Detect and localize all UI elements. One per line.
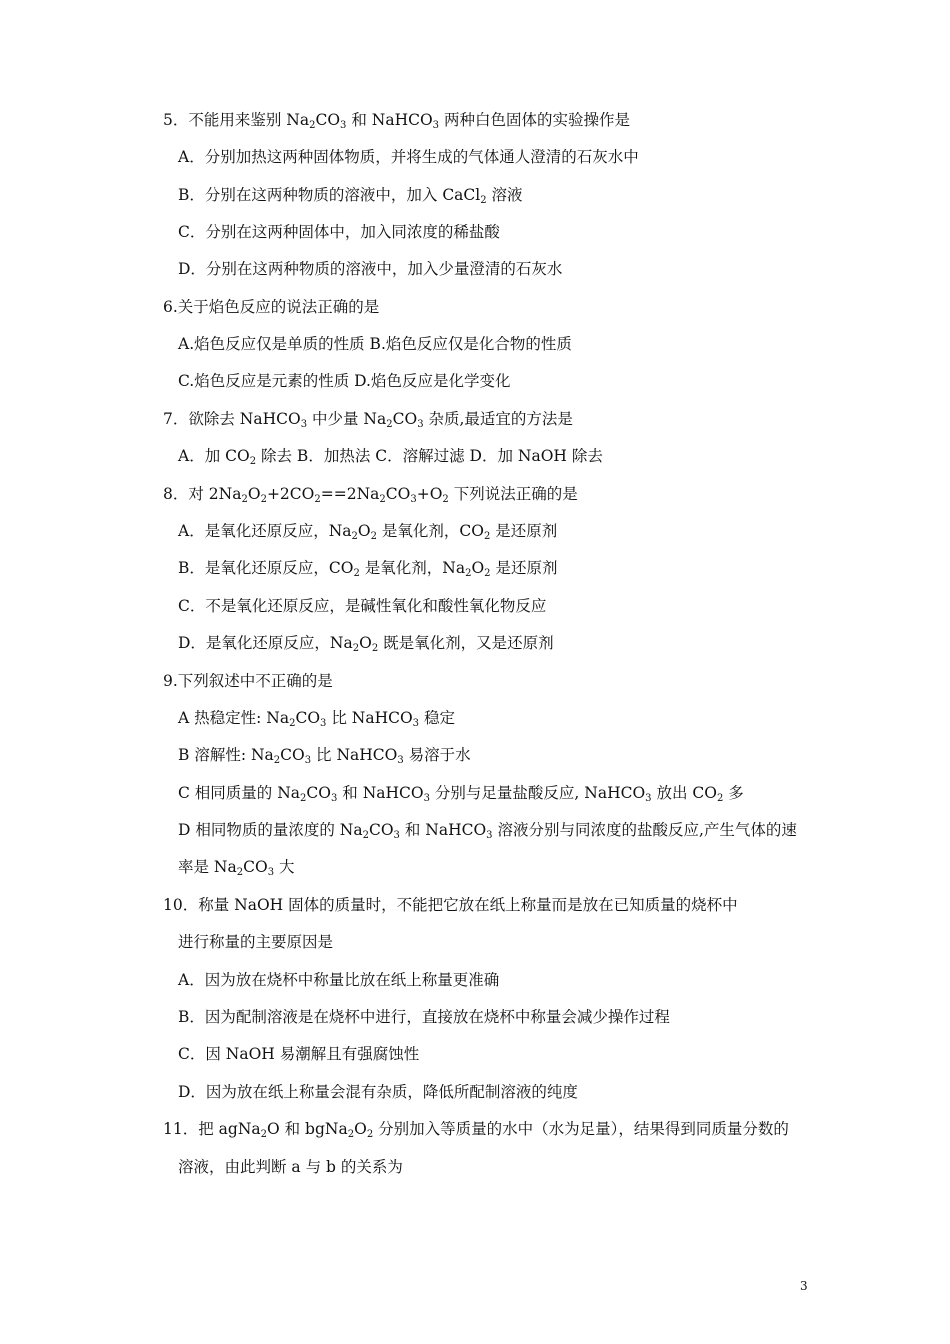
text-run: 除去 B．加热法 C．溶解过滤 D．加 NaOH 除去	[256, 447, 603, 465]
text-run: O 和 bgNa	[267, 1120, 348, 1138]
subscript: 2	[379, 494, 386, 505]
text-line	[163, 297, 379, 317]
text-line	[178, 558, 557, 578]
subscript: 2	[370, 531, 377, 542]
text-line	[178, 932, 333, 952]
subscript: 2	[347, 1129, 355, 1140]
text-run: 7．欲除去 NaHCO	[163, 410, 301, 428]
text-run: C.焰色反应是元素的性质 D.焰色反应是化学变化	[178, 372, 511, 390]
subscript: 2	[249, 456, 257, 467]
text-run: 两种白色固体的实验操作是	[439, 111, 630, 129]
subscript: 3	[432, 120, 440, 131]
text-run: C 相同质量的 Na	[178, 784, 301, 802]
text-run: 易溶于水	[403, 746, 471, 764]
text-line	[178, 857, 295, 877]
text-run: 既是氧化剂，又是还原剂	[378, 634, 554, 652]
subscript: 3	[417, 419, 424, 430]
subscript: 2	[366, 1129, 374, 1140]
text-run: A.焰色反应仅是单质的性质 B.焰色反应仅是化合物的性质	[178, 335, 572, 353]
text-line	[178, 259, 562, 279]
text-line	[178, 970, 499, 990]
text-line	[178, 1044, 419, 1064]
text-run: 进行称量的主要原因是	[178, 933, 334, 951]
subscript: 2	[241, 494, 248, 505]
subscript: 2	[483, 531, 491, 542]
text-run: A．是氧化还原反应，Na	[178, 522, 352, 540]
text-line	[163, 409, 573, 429]
subscript: 3	[486, 830, 493, 841]
text-line	[163, 895, 738, 915]
text-run: 是氧化剂，Na	[359, 559, 466, 577]
text-line	[178, 1082, 578, 1102]
text-run: D 相同物质的量浓度的 Na	[178, 821, 363, 839]
text-line	[178, 371, 510, 391]
subscript: 3	[320, 718, 327, 729]
text-line	[178, 633, 554, 653]
subscript: 3	[423, 793, 430, 804]
subscript: 2	[260, 1129, 267, 1140]
page-number: 3	[800, 1279, 808, 1293]
subscript: 3	[340, 120, 347, 131]
text-run: CO	[315, 111, 341, 129]
text-line	[178, 820, 797, 840]
text-run: CO	[392, 410, 418, 428]
text-line	[178, 446, 603, 466]
subscript: 3	[397, 755, 404, 766]
text-run: D．是氧化还原反应，Na	[178, 634, 353, 652]
text-line	[178, 745, 471, 765]
text-run: CO	[368, 821, 394, 839]
text-run: 比 NaHCO	[311, 746, 398, 764]
text-run: 溶液分别与同浓度的盐酸反应,产生气体的速	[492, 821, 797, 839]
text-run: 分别加入等质量的水中（水为足量），结果得到同质量分数的	[373, 1120, 789, 1138]
text-run: 杂质,最适宜的方法是	[423, 410, 573, 428]
text-run: CO	[243, 858, 268, 876]
subscript: 2	[351, 531, 358, 542]
text-run: 8．对 2Na	[163, 485, 242, 503]
subscript: 2	[484, 568, 491, 579]
subscript: 2	[362, 830, 369, 841]
text-run: 大	[274, 858, 295, 876]
subscript: 2	[236, 867, 244, 878]
text-line	[178, 783, 744, 803]
text-run: A．因为放在烧杯中称量比放在纸上称量更准确	[178, 971, 500, 989]
text-run: O	[359, 634, 372, 652]
subscript: 2	[314, 494, 321, 505]
subscript: 2	[716, 793, 724, 804]
text-run: 多	[723, 784, 744, 802]
text-line	[178, 596, 546, 616]
subscript: 2	[309, 120, 316, 131]
text-run: 9.下列叙述中不正确的是	[163, 672, 333, 690]
text-line	[178, 147, 639, 167]
text-run: O	[357, 522, 371, 540]
text-line	[178, 185, 523, 205]
text-run: CO	[280, 746, 305, 764]
text-run: 10．称量 NaOH 固体的质量时，不能把它放在纸上称量而是放在已知质量的烧杯中	[163, 896, 738, 914]
subscript: 2	[442, 494, 449, 505]
text-run: 5．不能用来鉴别 Na	[163, 111, 310, 129]
text-run: CO	[385, 485, 411, 503]
text-run: A 热稳定性: Na	[178, 709, 290, 727]
subscript: 2	[386, 419, 393, 430]
text-run: B 溶解性: Na	[178, 746, 274, 764]
text-run: 11．把 agNa	[163, 1120, 261, 1138]
text-run: 是还原剂	[490, 522, 558, 540]
text-run: 溶液	[486, 186, 523, 204]
text-line	[163, 484, 578, 504]
subscript: 2	[260, 494, 267, 505]
text-line	[178, 222, 500, 242]
text-run: 稳定	[419, 709, 455, 727]
text-line	[163, 110, 630, 130]
subscript: 3	[330, 793, 338, 804]
subscript: 2	[300, 793, 307, 804]
text-run: 比 NaHCO	[326, 709, 413, 727]
text-line	[163, 671, 333, 691]
subscript: 3	[645, 793, 652, 804]
text-run: 下列说法正确的是	[448, 485, 578, 503]
text-run: 是还原剂	[490, 559, 558, 577]
text-run: B．是氧化还原反应，CO	[178, 559, 354, 577]
text-run: 放出 CO	[651, 784, 717, 802]
text-run: 是氧化剂，CO	[376, 522, 484, 540]
subscript: 2	[371, 643, 379, 654]
text-run: B．因为配制溶液是在烧杯中进行，直接放在烧杯中称量会减少操作过程	[178, 1008, 670, 1026]
text-run: +2CO	[266, 485, 315, 503]
text-run: D．分别在这两种物质的溶液中，加入少量澄清的石灰水	[178, 260, 563, 278]
text-line	[163, 1119, 789, 1139]
text-line	[178, 334, 572, 354]
text-run: B．分别在这两种物质的溶液中，加入 CaCl	[178, 186, 481, 204]
text-run: CO	[295, 709, 321, 727]
subscript: 2	[353, 568, 360, 579]
subscript: 2	[289, 718, 296, 729]
text-run: C．不是氧化还原反应，是碱性氧化和酸性氧化物反应	[178, 597, 547, 615]
text-run: O	[247, 485, 261, 503]
text-line	[178, 1007, 670, 1027]
text-line	[178, 1157, 403, 1177]
subscript: 2	[480, 195, 487, 206]
text-run: D．因为放在纸上称量会混有杂质，降低所配制溶液的纯度	[178, 1083, 578, 1101]
subscript: 2	[352, 643, 360, 654]
text-run: C．分别在这两种固体中，加入同浓度的稀盐酸	[178, 223, 500, 241]
subscript: 3	[300, 419, 308, 430]
text-run: O	[354, 1120, 367, 1138]
text-run: 中少量 Na	[307, 410, 387, 428]
subscript: 3	[304, 755, 312, 766]
text-run: ==2Na	[320, 485, 380, 503]
text-run: 溶液，由此判断 a 与 b 的关系为	[178, 1158, 403, 1176]
text-line	[178, 708, 455, 728]
text-run: C．因 NaOH 易潮解且有强腐蚀性	[178, 1045, 420, 1063]
text-run: 率是 Na	[178, 858, 237, 876]
text-run: +O	[416, 485, 443, 503]
text-line	[178, 521, 557, 541]
text-run: CO	[306, 784, 331, 802]
subscript: 3	[393, 830, 400, 841]
subscript: 3	[412, 718, 420, 729]
text-run: 和 NaHCO	[337, 784, 424, 802]
subscript: 2	[273, 755, 281, 766]
subscript: 3	[410, 494, 417, 505]
text-run: A．加 CO	[178, 447, 250, 465]
text-run: 和 NaHCO	[399, 821, 487, 839]
text-run: 和 NaHCO	[346, 111, 433, 129]
text-run: A．分别加热这两种固体物质，并将生成的气体通人澄清的石灰水中	[178, 148, 639, 166]
text-run: 6.关于焰色反应的说法正确的是	[163, 298, 380, 316]
subscript: 3	[267, 867, 275, 878]
text-run: O	[471, 559, 485, 577]
text-run: 分别与足量盐酸反应, NaHCO	[429, 784, 646, 802]
subscript: 2	[465, 568, 472, 579]
